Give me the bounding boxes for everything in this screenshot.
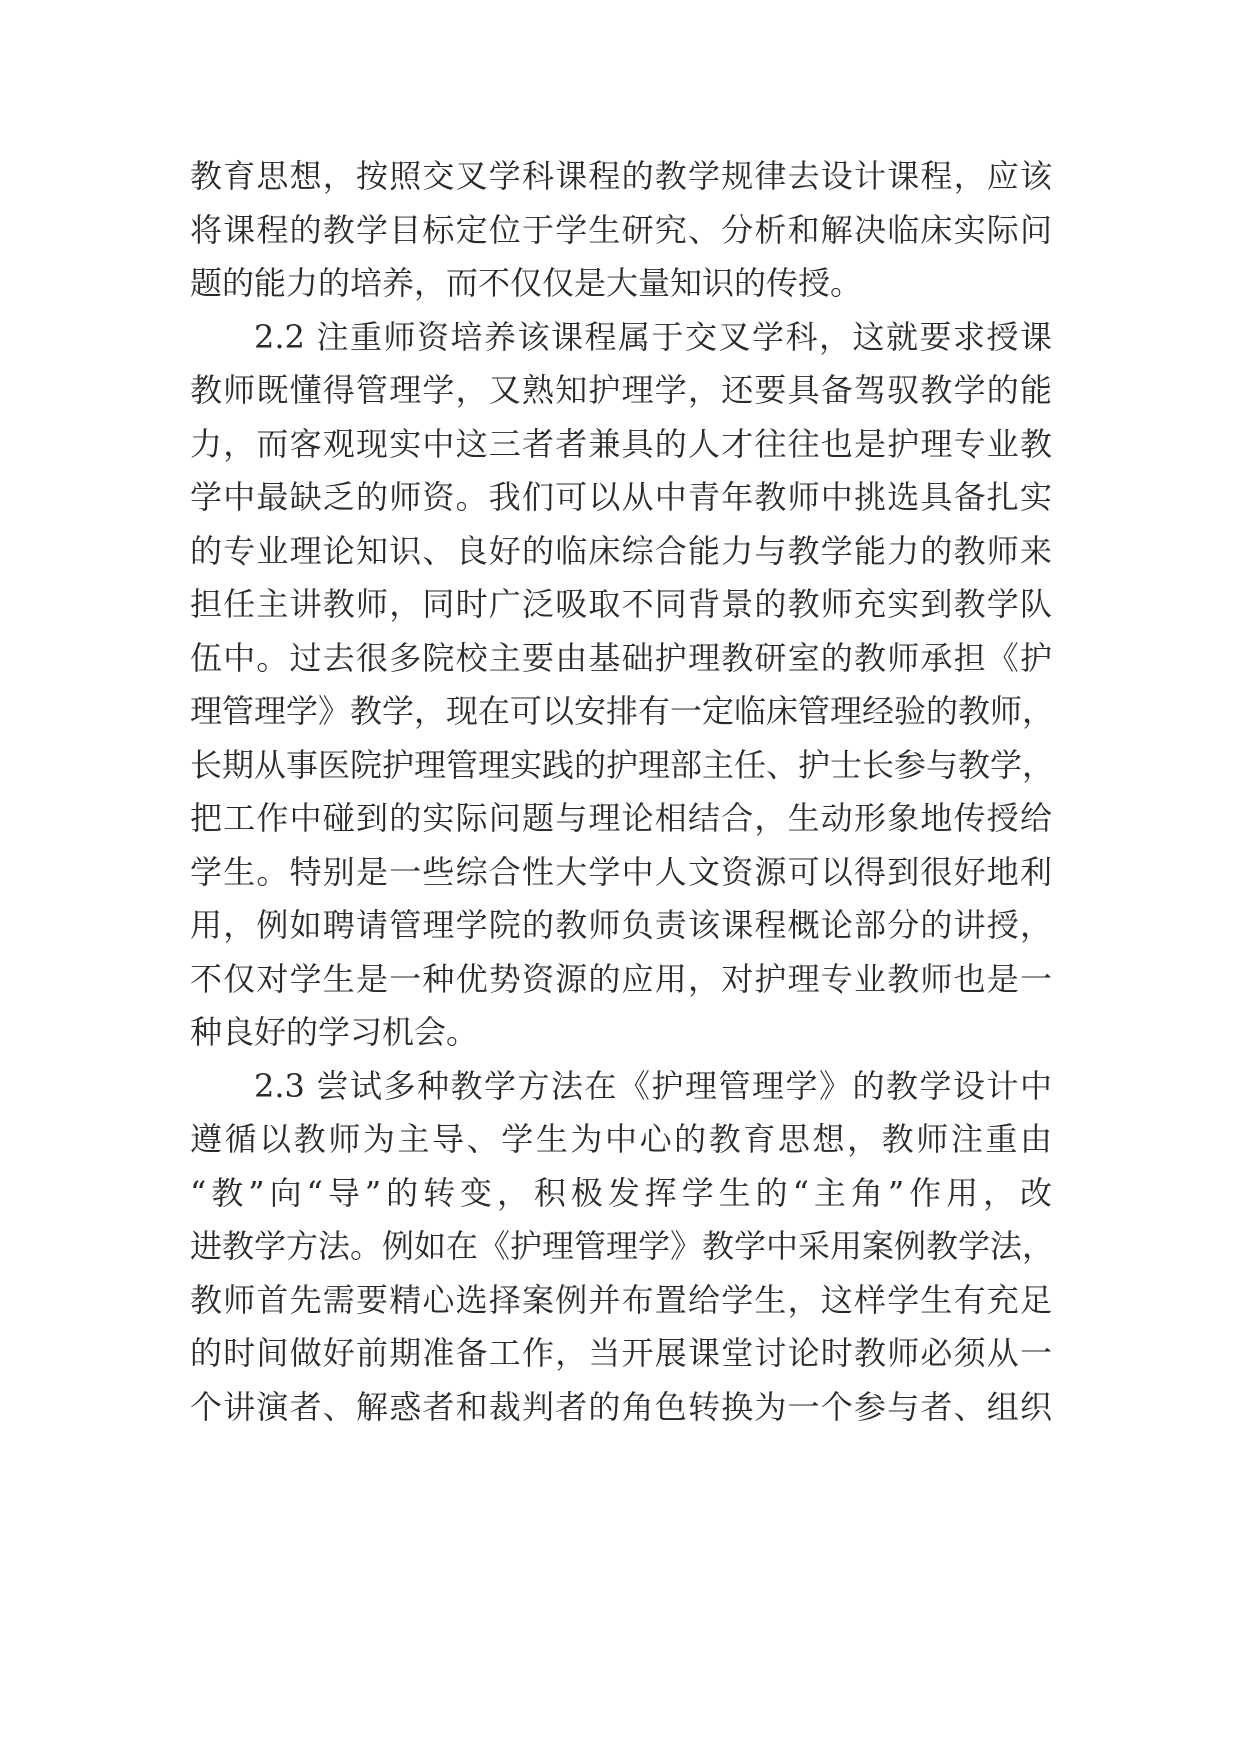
text-line: 长期从事医院护理管理实践的护理部主任、护士长参与教学， [190, 745, 1055, 784]
text-line: 把工作中碰到的实际问题与理论相结合，生动形象地传授给 [190, 799, 1052, 837]
text-line: 伍中。过去很多院校主要由基础护理教研室的教师承担《护 [190, 638, 1052, 677]
text-line: 教育思想，按照交叉学科课程的教学规律去设计课程，应该 [190, 157, 1052, 195]
text-line: 教师既懂得管理学，又熟知护理学，还要具备驾驭教学的能 [190, 371, 1052, 409]
text-line: “教”向“导”的转变，积极发挥学生的“主角”作用，改 [190, 1173, 1052, 1212]
text-line: 个讲演者、解惑者和裁判者的角色转换为一个参与者、组织 [190, 1387, 1052, 1426]
text-line: 教师首先需要精心选择案例并布置给学生，这样学生有充足 [190, 1280, 1052, 1319]
text-line: 种良好的学习机会。 [190, 1013, 479, 1051]
body-text [190, 150, 1055, 1434]
text-line: 理管理学》教学，现在可以安排有一定临床管理经验的教师， [190, 692, 1055, 730]
text-line: 题的能力的培养，而不仅仅是大量知识的传授。 [190, 264, 863, 302]
text-line: 的专业理论知识、良好的临床综合能力与教学能力的教师来 [190, 531, 1052, 570]
text-line: 不仅对学生是一种优势资源的应用，对护理专业教师也是一 [190, 959, 1052, 998]
text-line: 进教学方法。例如在《护理管理学》教学中采用案例教学法， [190, 1227, 1055, 1265]
text-line: 担任主讲教师，同时广泛吸取不同背景的教师充实到教学队 [190, 585, 1052, 623]
text-line: 用，例如聘请管理学院的教师负责该课程概论部分的讲授， [190, 906, 1052, 944]
section-heading-line: 2.2 注重师资培养该课程属于交叉学科，这就要求授课 [254, 317, 1052, 356]
text-line: 将课程的教学目标定位于学生研究、分析和解决临床实际问 [190, 210, 1052, 249]
text-line: 的时间做好前期准备工作，当开展课堂讨论时教师必须从一 [190, 1334, 1052, 1372]
section-heading-line: 2.3 尝试多种教学方法在《护理管理学》的教学设计中 [254, 1066, 1052, 1105]
text-line: 学生。特别是一些综合性大学中人文资源可以得到很好地利 [190, 852, 1052, 891]
text-line: 学中最缺乏的师资。我们可以从中青年教师中挑选具备扎实 [190, 478, 1052, 516]
text-line: 力，而客观现实中这三者者兼具的人才往往也是护理专业教 [190, 424, 1052, 463]
text-line: 遵循以教师为主导、学生为中心的教育思想，教师注重由 [190, 1120, 1052, 1158]
